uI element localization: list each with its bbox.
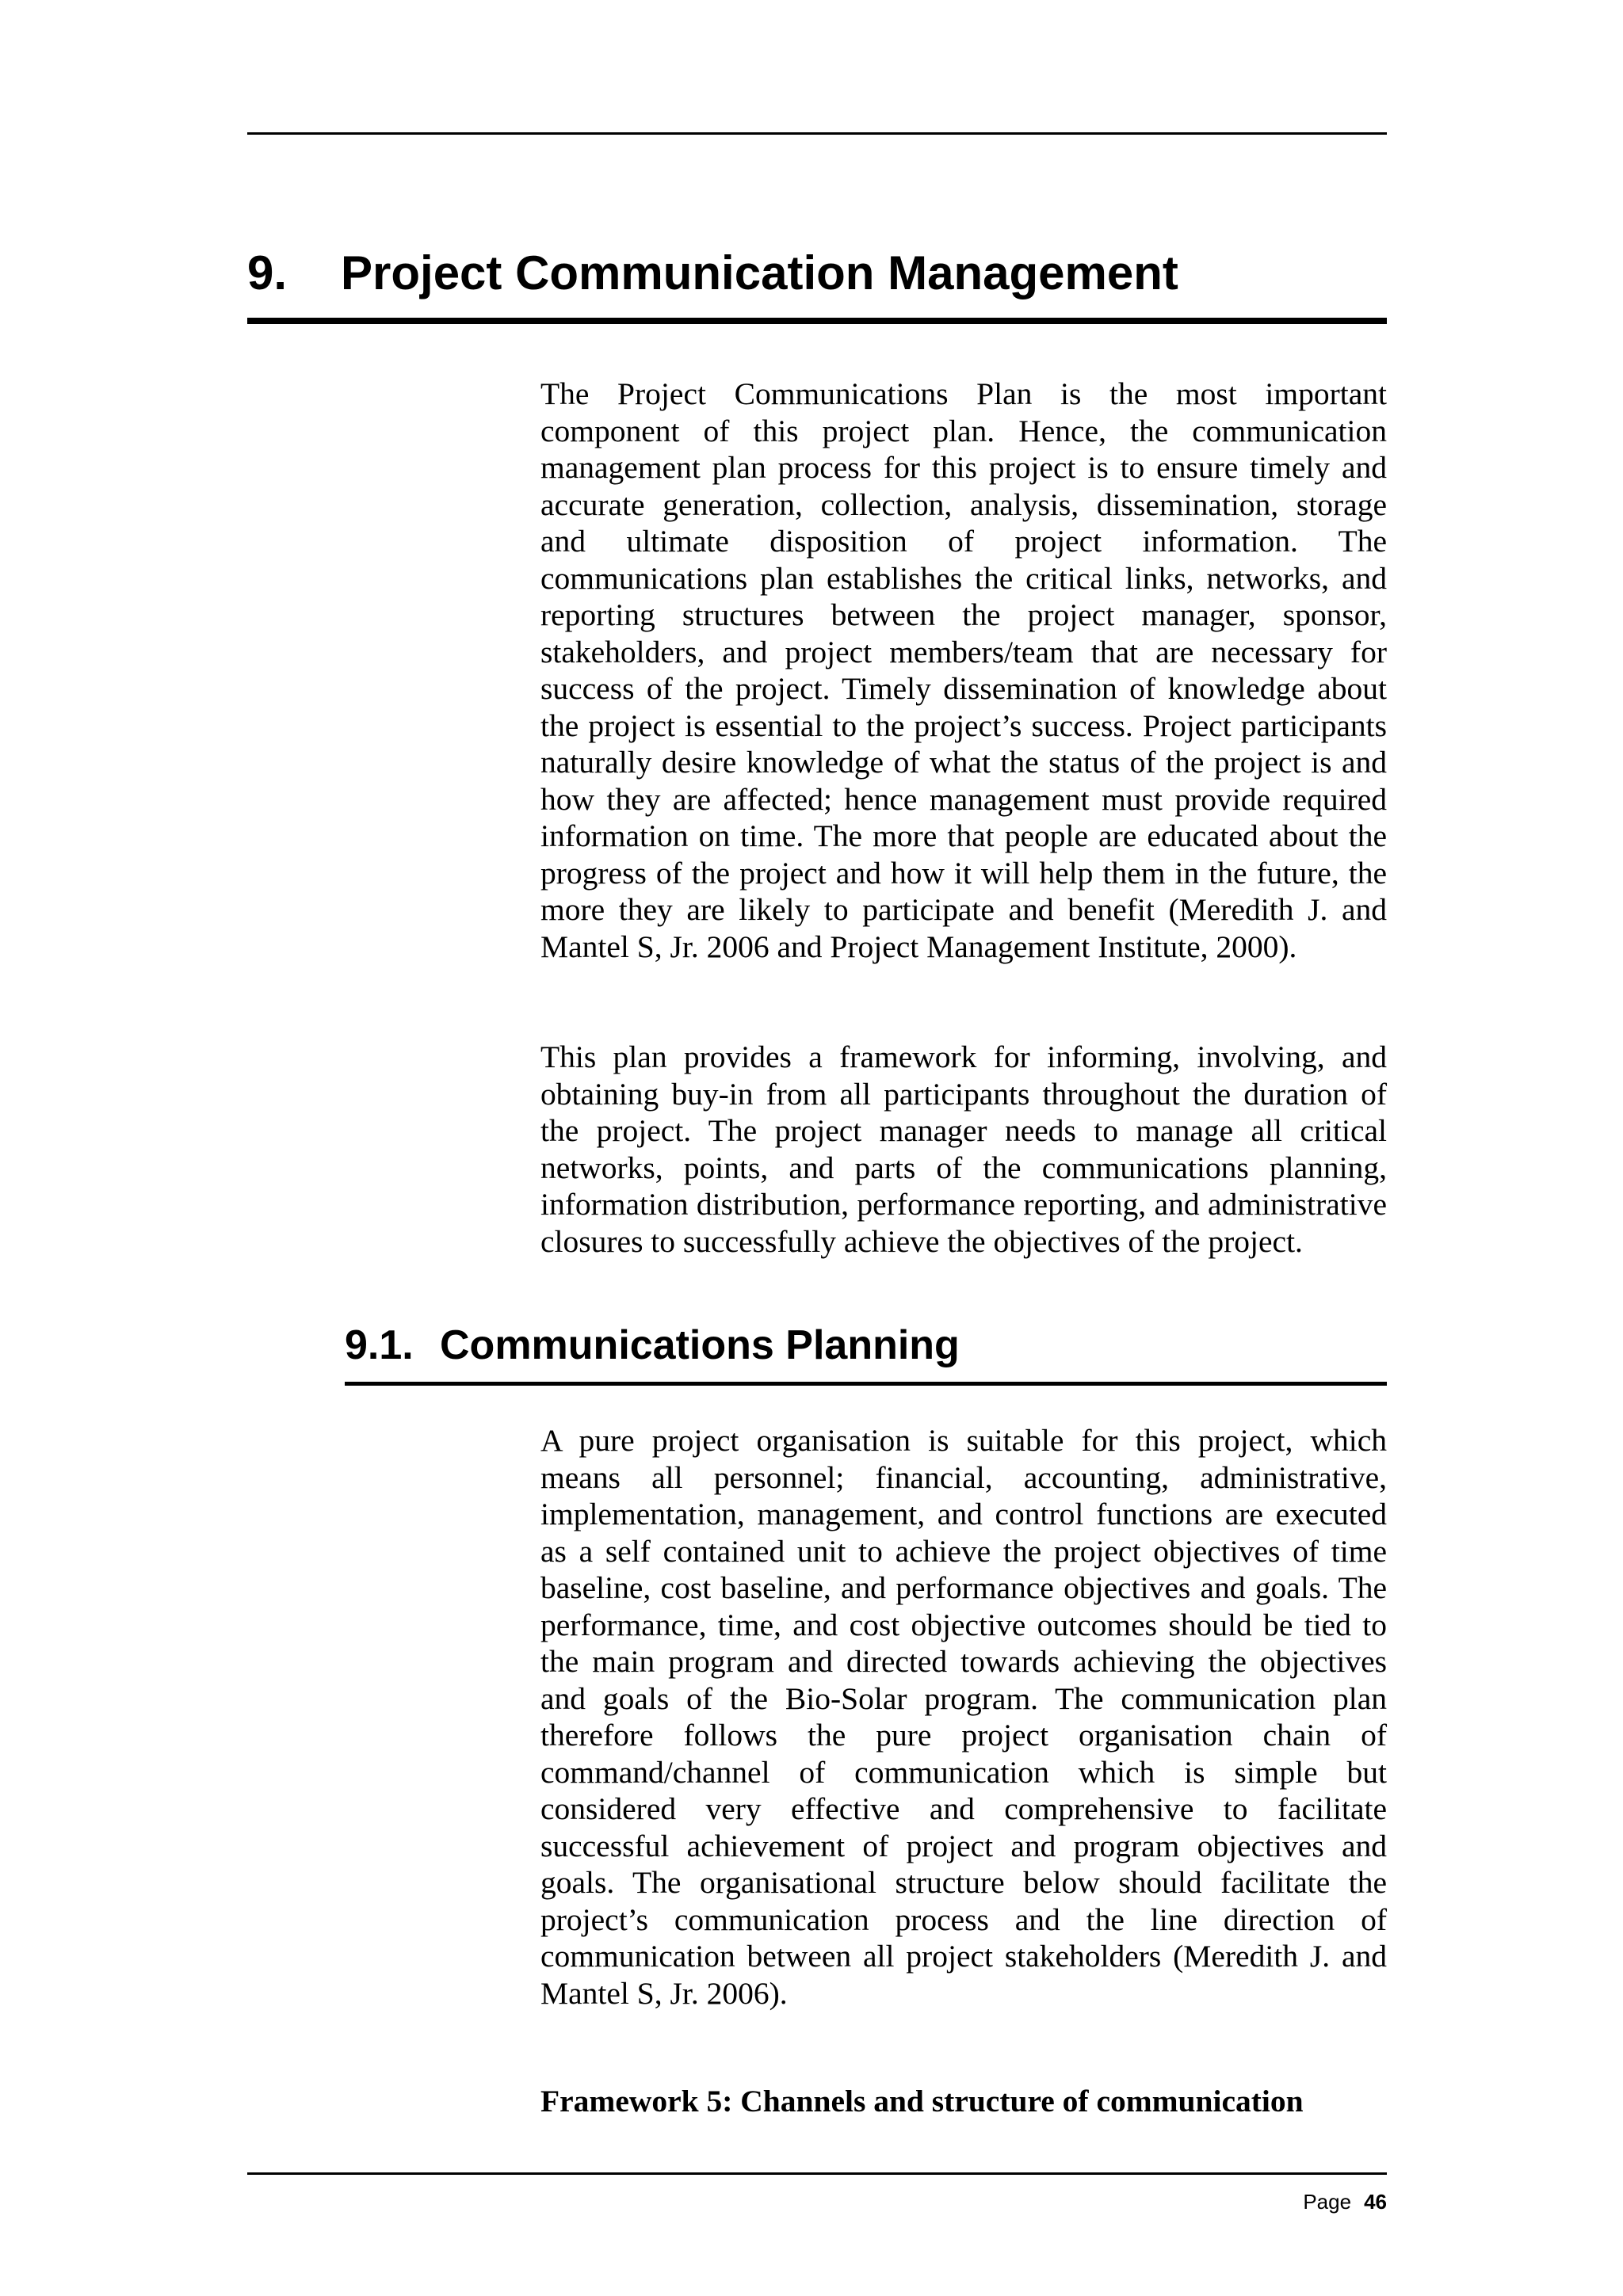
section-title: Communications Planning [440, 1322, 960, 1368]
page-label: Page [1303, 2190, 1352, 2214]
body-paragraph-organisation: A pure project organisation is suitable for this project, which means all personnel; financial, accounting, administrative, implementation, management, and control functions are executed as a self contained unit to achieve the project objectives of time baseline, cost baseline, and performance objectives and goals. The performance, time, and cost objective outcomes should be tied to the main program and directed towards achieving the objectives and goals of the Bio-Solar program. The communication plan therefore follows the pure project organisation chain of command/channel of communication which is simple but considered very effective and comprehensive to facilitate successful achievement of project and program objectives and goals. The organisational structure below should facilitate the project’s communication process and the line direction of communication between all project stakeholders (Meredith J. and Mantel S, Jr. 2006). [540, 1423, 1387, 2011]
body-paragraph-framework: This plan provides a framework for informing, involving, and obtaining buy-in from all participants throughout the duration of the project. The project manager needs to manage all critical networks, points, and parts of the communications planning, information distribution, performance reporting, and administrative closures to successfully achieve the objectives of the project. [540, 1039, 1387, 1259]
section-heading [345, 1318, 1387, 1373]
page-number: 46 [1364, 2190, 1387, 2214]
body-paragraph-communications-plan: The Project Communications Plan is the most important component of this project plan. Hence, the communication management plan process for this project is to ensure timely and accurate generation, collection, analysis, dissemination, storage and ultimate disposition of project information. The communications plan establishes the critical links, networks, and reporting structures between the project manager, sponsor, stakeholders, and project members/team that are necessary for success of the project. Timely dissemination of knowledge about the project is essential to the project’s success. Project participants naturally desire knowledge of what the status of the project is and how they are affected; hence management must provide required information on time. The more that people are educated about the progress of the project and how it will help them in the future, the more they are likely to participate and benefit (Meredith J. and Mantel S, Jr. 2006 and Project Management Institute, 2000). [540, 376, 1387, 964]
chapter-number: 9. [247, 246, 288, 299]
section-heading-rule [345, 1382, 1387, 1386]
page-footer [1303, 2188, 1387, 2215]
footer-rule [247, 2172, 1387, 2175]
chapter-title: Project Communication Management [341, 246, 1178, 299]
framework-caption: Framework 5: Channels and structure of communication [540, 2084, 1304, 2119]
chapter-heading [247, 242, 1387, 305]
header-rule [247, 132, 1387, 135]
chapter-heading-rule [247, 318, 1387, 324]
section-number: 9.1. [345, 1322, 414, 1368]
